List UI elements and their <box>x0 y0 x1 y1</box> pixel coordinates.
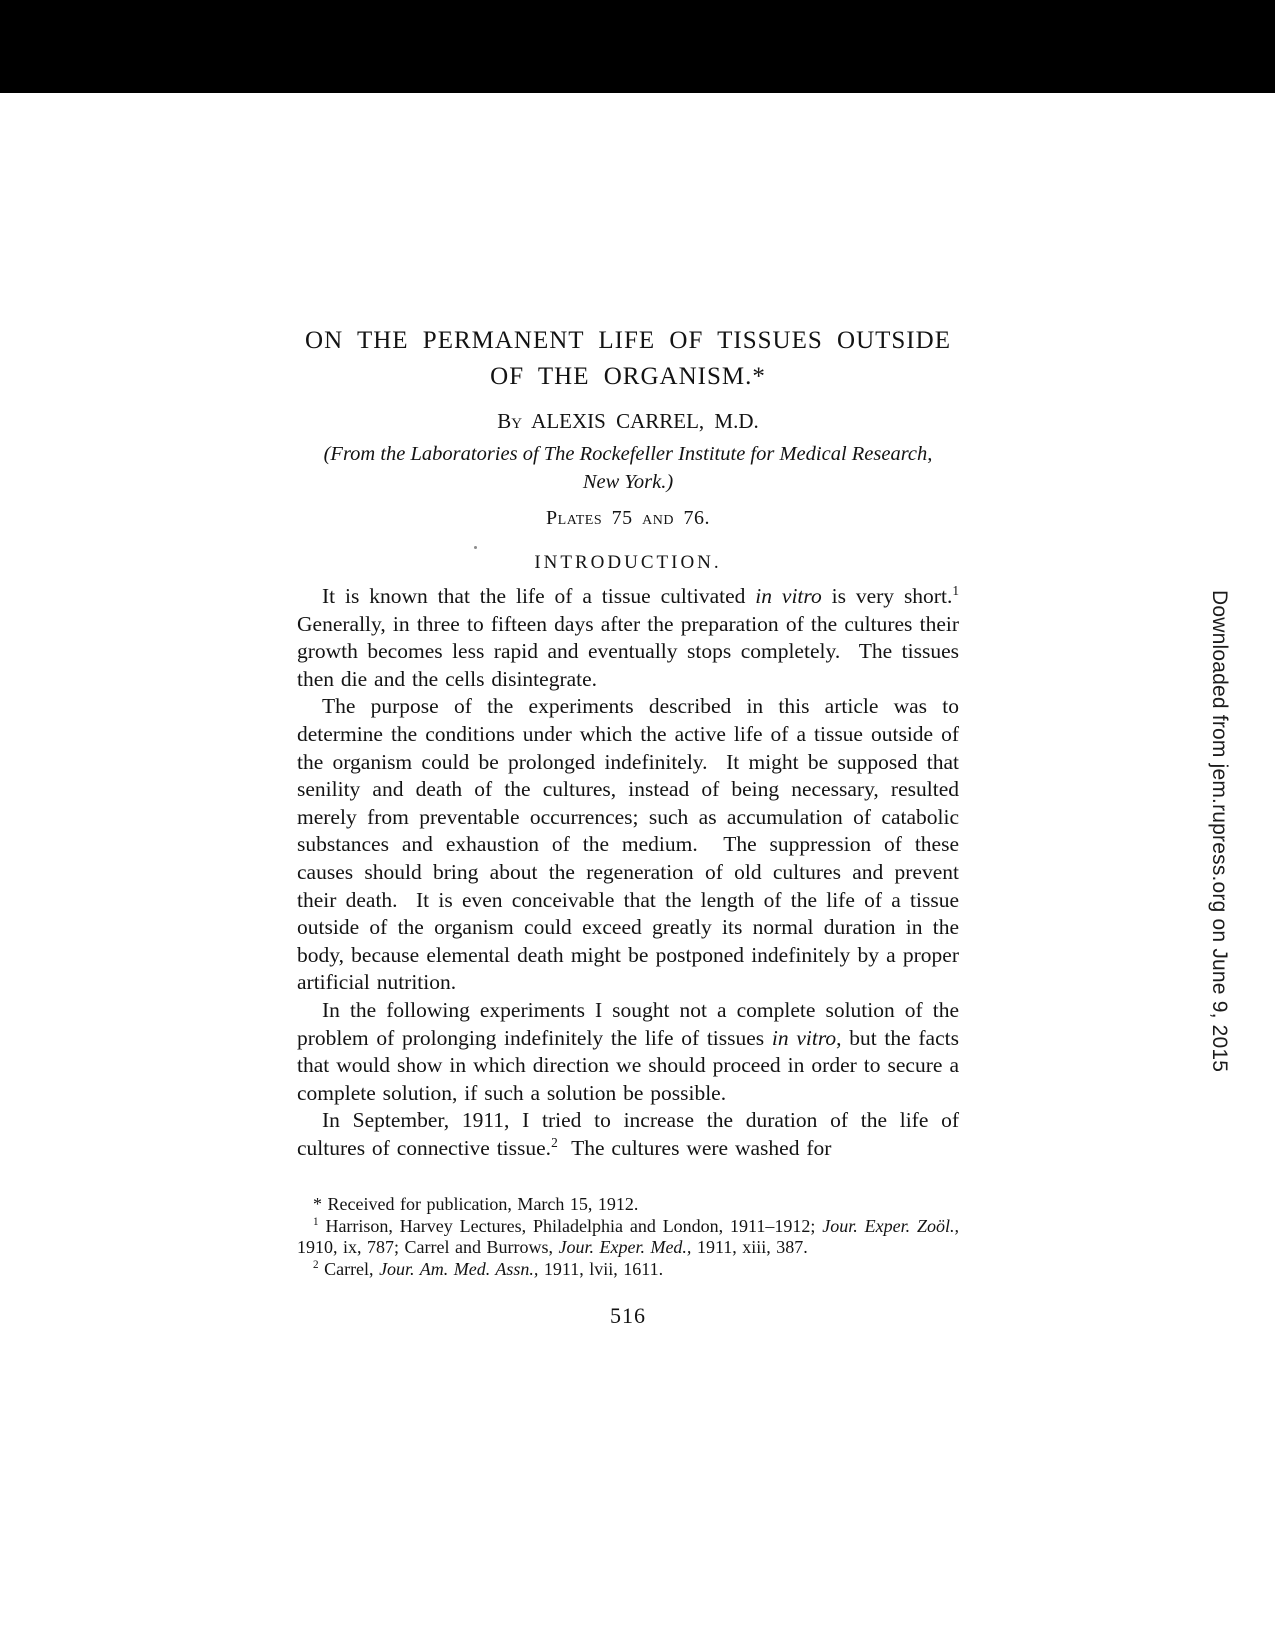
affiliation <box>297 440 959 496</box>
paragraph-1: It is known that the life of a tissue cultivated in vitro is very short.$^1$ Generally, in three to fifteen days after the preparation of the cultures their growth becomes less rapid and eventually stops completely. The tissues then die and the cells disintegrate. <box>297 582 973 691</box>
section-heading-introduction: INTRODUCTION. <box>534 552 722 573</box>
footnote-2: $^2$ Carrel, Jour. Am. Med. Assn., 1911, lvii, 1611. <box>313 1258 664 1279</box>
paragraph-3: In the following experiments I sought not a complete solution of the problem of prolonging indefinitely the life of tissues in vitro, but the facts that would show in which direction we should proceed in order to secure a complete solution, if such a solution be possible. <box>297 997 966 1105</box>
body-text <box>297 582 973 1162</box>
author-byline: By ALEXIS CARREL, M.D. <box>497 409 759 433</box>
paragraph-2: The purpose of the experiments described in this article was to determine the conditions under which the active life of a tissue outside of the organism could be prolonged indefinitely. It might be supposed that senility and death of the cultures, instead of being necessary, resulted merely from preventable occurrences; such as accumulation of catabolic substances and exhaustion of the medium. The suppression of these causes should bring about the regeneration of old cultures and prevent their death. It is even conceivable that the length of the life of a tissue outside of the organism could exceed greatly its normal duration in the body, because elemental death might be postponed indefinitely by a proper artificial nutrition. <box>297 694 966 995</box>
scan-artifact-dot <box>474 546 477 549</box>
download-watermark: Downloaded from jem.rupress.org on June 9, 2015 <box>1208 590 1231 1073</box>
plates-note: Plates 75 and 76. <box>546 507 710 529</box>
article-title-line-2: OF THE ORGANISM.* <box>490 363 766 390</box>
scan-top-black-bar <box>0 0 1275 93</box>
footnote-received: * Received for publication, March 15, 1912. <box>313 1194 639 1214</box>
page-number: 516 <box>610 1303 646 1328</box>
affiliation-line-2: New York.) <box>582 471 674 493</box>
footnote-1: $^1$ Harrison, Harvey Lectures, Philadelphia and London, 1911–1912; Jour. Exper. Zoöl., 1910, ix, 787; Carrel and Burrows, Jour. Exper. Med., 1911, xiii, 387. <box>297 1215 965 1258</box>
paragraph-4: In September, 1911, I tried to increase the duration of the life of cultures of connective tissue.$^2$ The cultures were washed for <box>297 1108 966 1160</box>
affiliation-line-1: (From the Laboratories of The Rockefeller Institute for Medical Research, <box>323 443 933 465</box>
article-title-line-1: ON THE PERMANENT LIFE OF TISSUES OUTSIDE <box>305 327 951 354</box>
footnotes <box>297 1194 965 1280</box>
article-title <box>297 323 959 395</box>
